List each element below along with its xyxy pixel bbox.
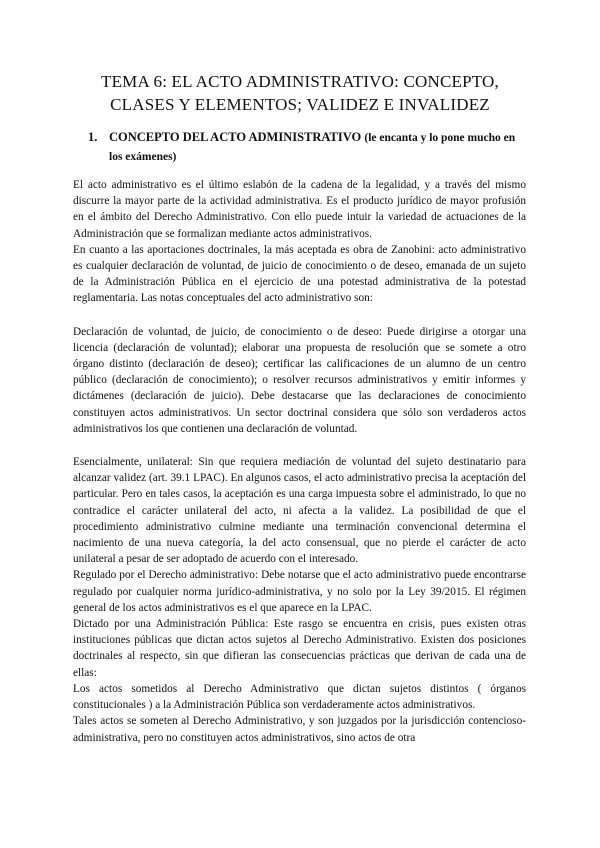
title-line-1: TEMA 6: EL ACTO ADMINISTRATIVO: CONCEPTO,	[101, 72, 499, 91]
section-heading-title: CONCEPTO DEL ACTO ADMINISTRATIVO	[109, 130, 362, 144]
paragraph: Regulado por el Derecho administrativo: Debe notarse que el acto administrativo puede encontrarse regulado por cualquier norma jurídico-administrativa, y no solo por la Ley 39/2015. El régimen general de los actos administrativos es el que aparece en la LPAC.	[73, 569, 526, 614]
paragraph-spacer	[73, 307, 526, 324]
section-heading-note: (le encanta y lo pone mucho en los exámenes)	[109, 132, 516, 163]
body-text	[73, 177, 526, 746]
paragraph-spacer	[73, 437, 526, 454]
paragraph: Los actos sometidos al Derecho Administrativo que dictan sujetos distintos ( órganos constitucionales ) a la Administración Pública son verdaderamente actos administrativos.	[73, 682, 526, 712]
paragraph: El acto administrativo es el último eslabón de la cadena de la legalidad, y a través del mismo discurre la mayor parte de la actividad administrativa. Es el producto jurídico de mayor profusión en el ámbito del Derecho Administrativo. Con ello puede intuir la variedad de actuaciones de la Administración que se formalizan mediante actos administrativos.	[73, 179, 526, 240]
section-heading-text	[88, 128, 528, 166]
paragraph: Tales actos se someten al Derecho Administrativo, y son juzgados por la jurisdicción contencioso- administrativa, pero no constituyen actos administrativos, sino actos de otra	[73, 715, 526, 744]
paragraph: Declaración de voluntad, de juicio, de conocimiento o de deseo: Puede dirigirse a otorgar una licencia (declaración de voluntad); elaborar una propuesta de resolución que se somete a otro órgano distinto (declaración de deseo); certificar las calificaciones de un alumno de un centro público (declaración de conocimiento); o resolver recursos administrativos y emitir informes y dictámenes (declaración de juicio). Debe destacarse que las declaraciones de conocimiento constituyen actos administrativos. Un sector doctrinal considera que sólo son verdaderos actos administrativos los que contienen una declaración de voluntad.	[73, 325, 526, 435]
title-line-2: CLASES Y ELEMENTOS; VALIDEZ E INVALIDEZ	[110, 95, 490, 114]
section-number: 1.	[88, 130, 98, 144]
section-heading	[88, 128, 528, 166]
paragraph: En cuanto a las aportaciones doctrinales, la más aceptada es obra de Zanobini: acto administrativo es cualquier declaración de voluntad, de juicio de conocimiento o de deseo, emanada de un sujeto de la Administración Pública en el ejercicio de una potestad administrativa de la potestad reglamentaria. Las notas conceptuales del acto administrativo son:	[73, 243, 526, 305]
document-title	[60, 70, 540, 116]
paragraph: Esencialmente, unilateral: Sin que requiera mediación de voluntad del sujeto destinatario para alcanzar validez (art. 39.1 LPAC). En algunos casos, el acto administrativo precisa la aceptación del particular. Pero en tales casos, la aceptación es una carga impuesta sobre el administrado, lo que no contradice el carácter unilateral del acto, ni afecta a la validez. La posibilidad de que el procedimiento administrativo culmine mediante una terminación convencional determina el nacimiento de una nueva categoría, la del acto consensual, que no pierde el carácter de acto unilateral a pesar de ser adoptado de acuerdo con el interesado.	[73, 456, 526, 566]
paragraph: Dictado por una Administración Pública: Este rasgo se encuentra en crisis, pues existen otras instituciones públicas que dictan actos sujetos al Derecho Administrativo. Existen dos posiciones doctrinales al respecto, sin que difieran las consecuencias prácticas que derivan de cada una de ellas:	[73, 618, 526, 679]
